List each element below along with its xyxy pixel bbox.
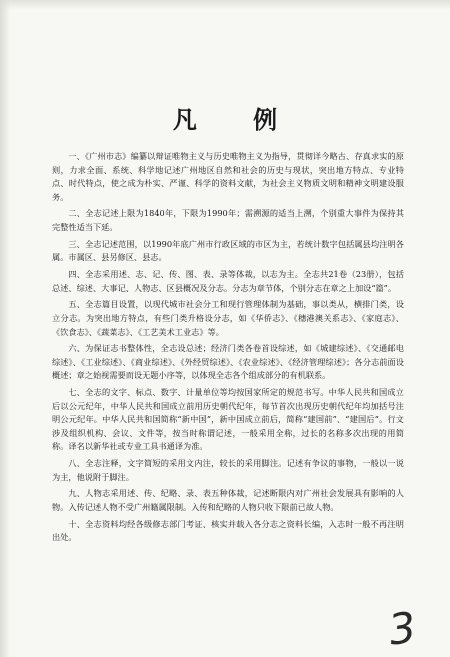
paragraph-6: 六、为保证志书整体性，全志设总述；经济门类各卷首设综述，如《城建综述》、《交通邮电综述》、《工业综述》、《商业综述》、《外经贸综述》、《农业综述》、《经济管理综述》；各分志前面设概述；章之始视需要而设无题小序等，以体现全志各个组成部分的有机联系。 (52, 343, 404, 381)
paragraph-7: 七、全志的文字、标点、数字、计量单位等均按国家所定的规范书写。中华人民共和国成立后以公元纪年，中华人民共和国成立前用历史朝代纪年，每节首次出现历史朝代纪年均加括号注明公元纪年。中华人民共和国简称“新中国”，新中国成立前后，简称“建国前”、“建国后”。行文涉及组织机构、会议、文件等，按当时称谓记述，一般采用全称，过长的名称多次出现的用简称。译名以新华社或专业工具书通译为准。 (52, 387, 404, 452)
paragraph-1: 一、《广州市志》编纂以辩证唯物主义与历史唯物主义为指导，贯彻详今略古、存真求实的原则，力求全面、系统、科学地记述广州地区自然和社会的历史与现状，突出地方特点、专业特点、时代特点，使之成为朴实、严谨、科学的资料文献，为社会主义物质文明和精神文明建设服务。 (52, 151, 404, 202)
paragraph-10: 十、全志资料均经各级修志部门考证、核实并载入各分志之资料长编，入志时一般不再注明出处。 (52, 518, 404, 543)
paragraph-5: 五、全志篇目设置，以现代城市社会分工和现行管理体制为基础，事以类从，横排门类，设立分志。为突出地方特点，有些门类升格设分志，如《华侨志》、《穗港澳关系志》、《家庭志》、《饮食志》、《蔬菜志》、《工艺美术工业志》等。 (52, 299, 404, 337)
paragraph-3: 三、全志记述范围，以1990年底广州市行政区域的市区为主，若统计数字包括属县均注明各属。市属区、县另修区、县志。 (52, 238, 404, 263)
paragraph-2: 二、全志记述上限为1840年，下限为1990年；需溯源的适当上溯，个别重大事件为保持其完整性适当下延。 (52, 208, 404, 233)
body-text (52, 150, 404, 548)
paragraph-8: 八、全志注释，文字简短的采用文内注，较长的采用脚注。记述有争议的事物，一般以一说为主，他说附于脚注。 (52, 458, 404, 482)
paragraph-4: 四、全志采用述、志、记、传、图、表、录等体裁，以志为主。全志共21卷（23册），包括总述、综述、大事记、人物志、区县概况及分志。分志为章节体，个别分志在章之上加设“篇”。 (52, 269, 404, 293)
page-title: 凡 例 (172, 105, 302, 134)
scan-shadow-left (0, 0, 10, 657)
handwritten-page-number: 3 (385, 602, 420, 655)
paragraph-9: 九、人物志采用述、传、纪略、录、表五种体裁，记述断限内对广州社会发展具有影响的人物。入传记述人物不受广州籍属限制。入传和纪略的人物只收下限前已故人物。 (52, 488, 404, 512)
scan-shadow-top (0, 0, 450, 10)
